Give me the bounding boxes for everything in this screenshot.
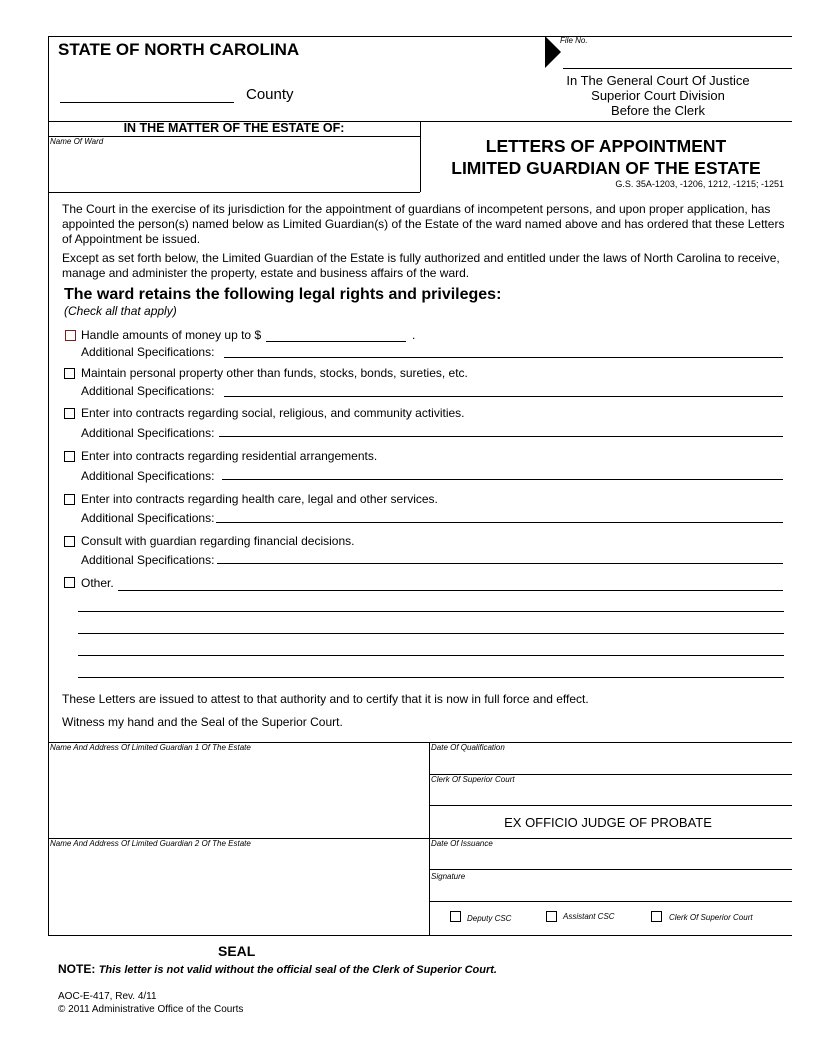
date-issuance-label: Date Of Issuance xyxy=(431,839,493,848)
date-issuance-input[interactable] xyxy=(430,856,792,870)
name-of-ward-label: Name Of Ward xyxy=(50,137,104,146)
additional-spec-input-6[interactable] xyxy=(217,549,783,564)
additional-spec-input-2[interactable] xyxy=(224,382,783,397)
file-no-input[interactable] xyxy=(563,54,792,69)
signature-input[interactable] xyxy=(430,888,792,902)
court-info xyxy=(560,73,756,118)
money-period: . xyxy=(412,328,416,342)
note-label: NOTE: xyxy=(58,962,96,976)
other-line-4[interactable] xyxy=(78,641,784,656)
guardian1-label: Name And Address Of Limited Guardian 1 Of The Estate xyxy=(50,743,251,752)
guardian2-label: Name And Address Of Limited Guardian 2 Of The Estate xyxy=(50,839,251,848)
additional-spec-label-1: Additional Specifications: xyxy=(81,345,215,359)
checkbox-deputy-csc[interactable] xyxy=(450,911,461,922)
additional-spec-label-6: Additional Specifications: xyxy=(81,553,215,567)
top-border xyxy=(48,36,792,37)
guardian2-input[interactable] xyxy=(52,852,426,932)
authority-paragraph: Except as set forth below, the Limited Guardian of the Estate is fully authorized and entitled under the laws of North Carolina to receive, manage and administer the property, estate and business affairs of the ward. xyxy=(62,251,780,280)
guardian1-input[interactable] xyxy=(52,756,426,836)
ward-bottom-line xyxy=(48,192,420,193)
left-border xyxy=(48,36,49,936)
intro-paragraph: The Court in the exercise of its jurisdiction for the appointment of guardians of incompetent persons, and upon proper application, has appointed the person(s) named below as Limited Guardian(s) of the Estate of the ward named above and has ordered that these Letters of Appointment be issued. xyxy=(62,202,785,246)
court-line-1: In The General Court Of Justice xyxy=(566,73,750,88)
county-label: County xyxy=(246,86,294,103)
option-consult-guardian: Consult with guardian regarding financial decisions. xyxy=(81,534,355,548)
date-qualification-label: Date Of Qualification xyxy=(431,743,505,752)
additional-spec-label-3: Additional Specifications: xyxy=(81,426,215,440)
checkbox-handle-money[interactable] xyxy=(65,330,76,341)
option-residential-contracts: Enter into contracts regarding residential arrangements. xyxy=(81,449,378,463)
additional-spec-input-3[interactable] xyxy=(219,422,783,437)
clerk-label: Clerk Of Superior Court xyxy=(431,775,515,784)
statute-ref: G.S. 35A-1203, -1206, 1212, -1215; -1251 xyxy=(615,179,784,189)
money-amount-input[interactable] xyxy=(266,327,406,342)
date-qualification-input[interactable] xyxy=(430,761,792,775)
file-no-label: File No. xyxy=(560,36,588,45)
checkbox-residential-contracts[interactable] xyxy=(64,451,75,462)
additional-spec-input-1[interactable] xyxy=(224,343,783,358)
checkbox-personal-property[interactable] xyxy=(64,368,75,379)
title-line-2: LIMITED GUARDIAN OF THE ESTATE xyxy=(451,158,761,178)
other-input[interactable] xyxy=(118,576,783,591)
matter-heading-line xyxy=(48,136,420,137)
role-clerk-superior-court: Clerk Of Superior Court xyxy=(669,913,753,922)
other-label: Other. xyxy=(81,576,114,590)
option-handle-money: Handle amounts of money up to $ xyxy=(81,328,262,342)
check-note: (Check all that apply) xyxy=(64,304,177,318)
checkbox-other[interactable] xyxy=(64,577,75,588)
checkbox-health-legal-contracts[interactable] xyxy=(64,494,75,505)
title-line-1: LETTERS OF APPOINTMENT xyxy=(485,136,727,156)
state-title: STATE OF NORTH CAROLINA xyxy=(58,40,300,59)
note-text: This letter is not valid without the official seal of the Clerk of Superior Court. xyxy=(98,964,497,976)
additional-spec-input-4[interactable] xyxy=(222,465,783,480)
witness-statement: Witness my hand and the Seal of the Superior Court. xyxy=(62,715,343,729)
option-health-legal-contracts: Enter into contracts regarding health care, legal and other services. xyxy=(81,492,438,506)
checkbox-clerk-superior-court[interactable] xyxy=(651,911,662,922)
ward-name-input[interactable] xyxy=(52,150,416,186)
matter-heading: IN THE MATTER OF THE ESTATE OF: xyxy=(123,121,345,135)
court-line-3: Before the Clerk xyxy=(611,103,705,118)
attest-statement: These Letters are issued to attest to that authority and to certify that it is now in full force and effect. xyxy=(62,692,589,706)
county-input[interactable] xyxy=(60,88,234,103)
other-line-5[interactable] xyxy=(78,663,784,678)
validity-note xyxy=(58,962,497,976)
option-social-contracts: Enter into contracts regarding social, religious, and community activities. xyxy=(81,406,465,420)
checkbox-social-contracts[interactable] xyxy=(64,408,75,419)
document-title xyxy=(420,135,792,179)
checkbox-consult-guardian[interactable] xyxy=(64,536,75,547)
role-deputy-csc: Deputy CSC xyxy=(467,914,512,923)
ex-officio-title: EX OFFICIO JUDGE OF PROBATE xyxy=(504,815,712,830)
copyright: © 2011 Administrative Office of the Courts xyxy=(58,1004,244,1015)
role-assistant-csc: Assistant CSC xyxy=(563,912,615,921)
clerk-input[interactable] xyxy=(430,792,792,806)
rights-heading: The ward retains the following legal rights and privileges: xyxy=(64,286,502,303)
other-line-3[interactable] xyxy=(78,619,784,634)
additional-spec-input-5[interactable] xyxy=(216,508,783,523)
form-number: AOC-E-417, Rev. 4/11 xyxy=(58,991,157,1002)
additional-spec-label-5: Additional Specifications: xyxy=(81,511,215,525)
sig-bottom-line xyxy=(48,935,792,936)
court-line-2: Superior Court Division xyxy=(591,88,725,103)
checkbox-assistant-csc[interactable] xyxy=(546,911,557,922)
additional-spec-label-2: Additional Specifications: xyxy=(81,384,215,398)
other-line-2[interactable] xyxy=(78,597,784,612)
seal-label: SEAL xyxy=(218,943,256,959)
signature-label: Signature xyxy=(431,872,466,881)
additional-spec-label-4: Additional Specifications: xyxy=(81,469,215,483)
option-personal-property: Maintain personal property other than funds, stocks, bonds, sureties, etc. xyxy=(81,366,468,380)
